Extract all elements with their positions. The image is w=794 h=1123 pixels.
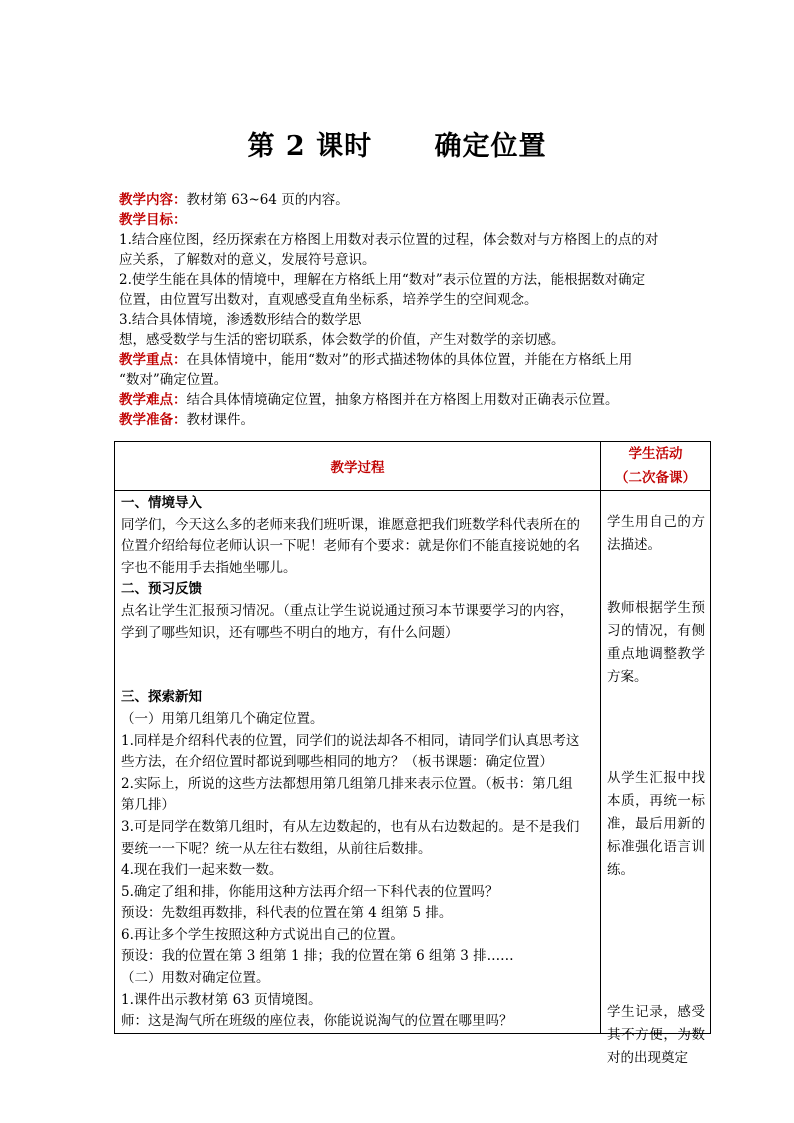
process-line: 师：这是淘气所在班级的座位表，你能说说淘气的位置在哪里吗？ bbox=[121, 1013, 513, 1030]
student-activity-note: 学生记录，感受其不方便，为数对的出现奠定 bbox=[607, 1004, 705, 1066]
intro-text: “数对”确定位置。 bbox=[119, 372, 228, 388]
header-student-activity-label: 学生活动 bbox=[628, 446, 683, 462]
student-activity-note: 教师根据学生预习的情况，有侧重点地调整教学方案。 bbox=[607, 600, 705, 685]
header-second-prep-label: （二次备课） bbox=[615, 470, 696, 486]
intro-line bbox=[119, 270, 709, 290]
process-line: 字也不能用手去指她坐哪儿。 bbox=[121, 559, 297, 576]
student-activity-note: 从学生汇报中找本质，再统一标准，最后用新的标准强化语言训练。 bbox=[607, 770, 705, 878]
intro-label: 教学准备： bbox=[119, 412, 187, 428]
intro-text: 1.结合座位图，经历探索在方格图上用数对表示位置的过程，体会数对与方格图上的点的对 bbox=[119, 232, 659, 248]
process-line: 6.再让多个学生按照这种方式说出自己的位置。 bbox=[121, 926, 404, 943]
intro-line bbox=[119, 370, 709, 390]
intro-text: 结合具体情境确定位置，抽象方格图并在方格图上用数对正确表示位置。 bbox=[186, 392, 619, 408]
intro-label: 教学难点： bbox=[119, 392, 187, 408]
process-line: 点名让学生汇报预习情况。（重点让学生说说通过预习本节课要学习的内容， bbox=[121, 602, 574, 619]
intro-line bbox=[119, 210, 709, 230]
process-line: 同学们，今天这么多的老师来我们班听课，谁愿意把我们班数学科代表所在的 bbox=[121, 516, 580, 533]
intro-line bbox=[119, 390, 709, 410]
intro-line bbox=[119, 330, 709, 350]
intro-text: 应关系，了解数对的意义，发展符号意识。 bbox=[119, 252, 376, 268]
intro-text: 想，感受数学与生活的密切联系，体会数学的价值，产生对数学的亲切感。 bbox=[119, 332, 565, 348]
process-line: （一）用第几组第几个确定位置。 bbox=[121, 710, 324, 727]
process-line bbox=[121, 666, 594, 688]
intro-text: 教材课件。 bbox=[186, 412, 254, 428]
section-heading: 三、探索新知 bbox=[121, 689, 202, 706]
intro-line bbox=[119, 350, 709, 370]
student-activity-note: 学生用自己的方法描述。 bbox=[607, 514, 705, 553]
header-teaching-process-label: 教学过程 bbox=[330, 460, 385, 476]
process-line: 5.确定了组和排，你能用这种方法再介绍一下科代表的位置吗？ bbox=[121, 883, 499, 900]
page-title: 第 2 课时 确定位置 bbox=[247, 131, 547, 162]
process-line: 位置介绍给每位老师认识一下呢！老师有个要求：就是你们不能直接说她的名 bbox=[121, 538, 580, 555]
process-line: 预设：我的位置在第 3 组第 1 排；我的位置在第 6 组第 3 排…… bbox=[121, 948, 514, 965]
header-teaching-process bbox=[115, 442, 601, 491]
process-line: 些方法，在介绍位置时都说到哪些相同的地方？（板书课题：确定位置） bbox=[121, 754, 553, 771]
lesson-intro bbox=[119, 190, 709, 430]
process-line: 1.同样是介绍科代表的位置，同学们的说法却各不相同，请同学们认真思考这 bbox=[121, 732, 580, 749]
intro-label: 教学重点： bbox=[119, 352, 187, 368]
intro-text: 位置，由位置写出数对，直观感受直角坐标系，培养学生的空间观念。 bbox=[119, 292, 538, 308]
intro-text: 教材第 63~64 页的内容。 bbox=[186, 192, 349, 208]
teaching-process-cell bbox=[115, 491, 601, 1034]
intro-line bbox=[119, 250, 709, 270]
student-activity-cell bbox=[601, 491, 711, 1066]
process-line: 要统一一下呢？统一从左往右数组，从前往后数排。 bbox=[121, 840, 432, 857]
process-line: 1.课件出示教材第 63 页情境图。 bbox=[121, 991, 322, 1008]
process-line bbox=[121, 644, 594, 666]
intro-text: 3.结合具体情境，渗透数形结合的数学思 bbox=[119, 312, 362, 328]
intro-label: 教学内容： bbox=[119, 192, 187, 208]
process-line: 第几排） bbox=[121, 797, 175, 814]
section-heading: 一、情境导入 bbox=[121, 495, 202, 511]
header-student-activity bbox=[601, 442, 711, 491]
process-line: 学到了哪些知识，还有哪些不明白的地方，有什么问题） bbox=[121, 624, 459, 641]
process-line: 2.实际上，所说的这些方法都想用第几组第几排来表示位置。（板书：第几组 bbox=[121, 775, 573, 792]
process-line: 4.现在我们一起来数一数。 bbox=[121, 862, 283, 879]
intro-text: 2.使学生能在具体的情境中，理解在方格纸上用“数对”表示位置的方法，能根据数对确定 bbox=[119, 272, 646, 288]
process-line: 预设：先数组再数排，科代表的位置在第 4 组第 5 排。 bbox=[121, 905, 453, 922]
intro-line bbox=[119, 410, 709, 430]
lesson-table bbox=[114, 441, 711, 1066]
section-heading: 二、预习反馈 bbox=[121, 581, 202, 598]
intro-line bbox=[119, 190, 709, 210]
intro-line bbox=[119, 290, 709, 310]
intro-text: 在具体情境中，能用“数对”的形式描述物体的具体位置，并能在方格纸上用 bbox=[186, 352, 633, 368]
intro-label: 教学目标： bbox=[119, 212, 187, 228]
intro-line bbox=[119, 310, 709, 330]
process-line: （二）用数对确定位置。 bbox=[121, 970, 270, 987]
intro-line bbox=[119, 230, 709, 250]
process-line: 3.可是同学在数第几组时，有从左边数起的，也有从右边数起的。是不是我们 bbox=[121, 818, 580, 835]
